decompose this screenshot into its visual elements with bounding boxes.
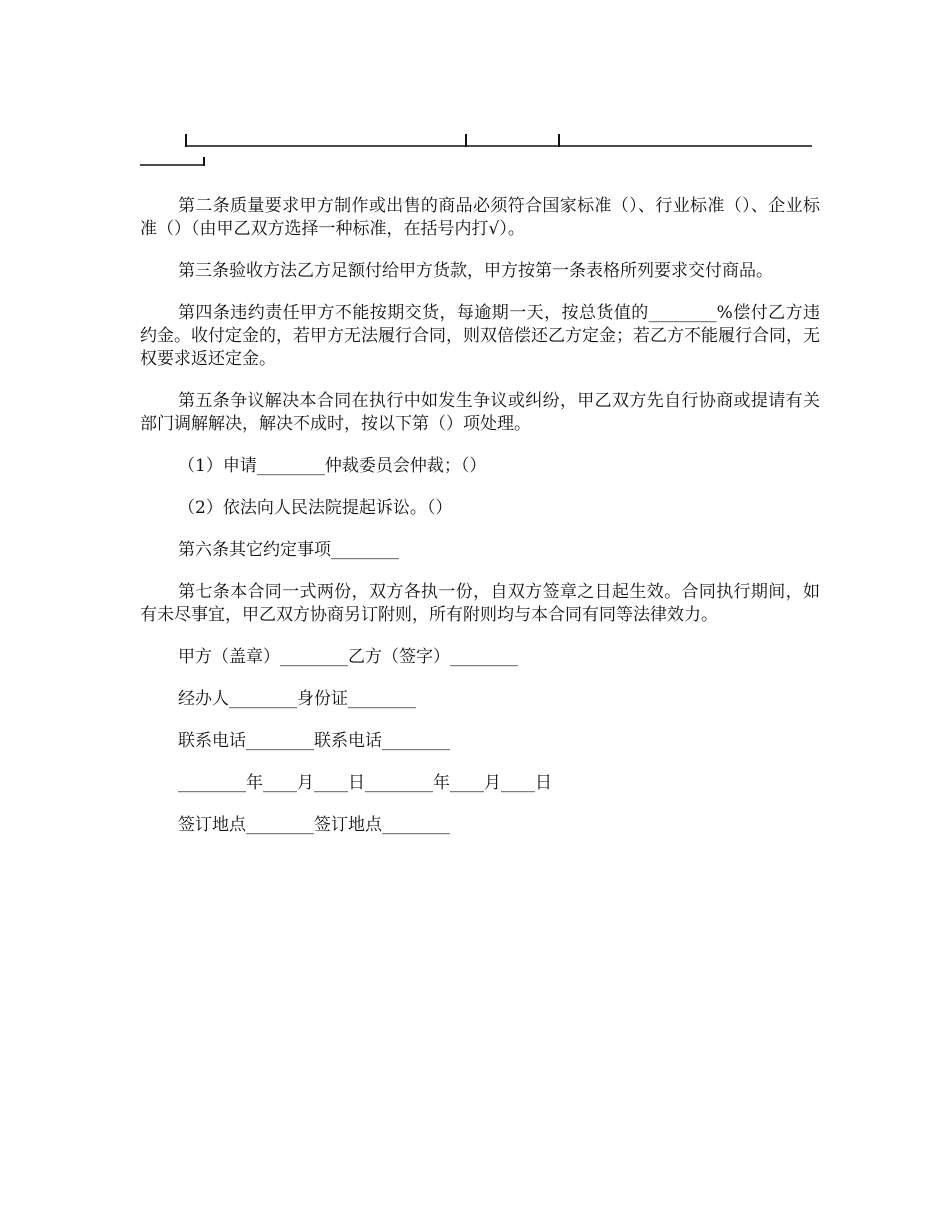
dispute-option-2: （2）依法向人民法院提起诉讼。（） (178, 498, 453, 518)
article-6-other: 第六条其它约定事项________ (178, 540, 399, 560)
signature-date: ________年____月____日________年____月____日 (178, 773, 552, 793)
article-2-quality: 第二条质量要求甲方制作或出售的商品必须符合国家标准（）、行业标准（）、企业标准（）（由甲乙双方选择一种标准，在括号内打√）。 (140, 196, 820, 239)
dispute-option-1: （1）申请________仲裁委员会仲裁；（） (178, 456, 487, 476)
article-7-effect: 第七条本合同一式两份，双方各执一份，自双方签章之日起生效。合同执行期间，如有未尽事宜，甲乙双方协商另订附则，所有附则均与本合同有同等法律效力。 (140, 582, 820, 625)
article-3-inspection: 第三条验收方法乙方足额付给甲方货款，甲方按第一条表格所列要求交付商品。 (178, 261, 773, 281)
signature-place: 签订地点________签订地点________ (178, 815, 450, 835)
contract-body (140, 195, 820, 856)
table-bottom-border (140, 128, 820, 173)
article-4-liability: 第四条违约责任甲方不能按期交货，每逾期一天，按总货值的________%偿付乙方违约金。收付定金的，若甲方无法履行合同，则双倍偿还乙方定金；若乙方不能履行合同，无权要求返还定金。 (140, 303, 820, 369)
signature-agent: 经办人________身份证________ (178, 689, 416, 709)
signature-parties: 甲方（盖章）________乙方（签字）________ (178, 647, 518, 667)
article-5-dispute: 第五条争议解决本合同在执行中如发生争议或纠纷，甲乙双方先自行协商或提请有关部门调解解决，解决不成时，按以下第（）项处理。 (140, 391, 820, 434)
signature-phone: 联系电话________联系电话________ (178, 731, 450, 751)
